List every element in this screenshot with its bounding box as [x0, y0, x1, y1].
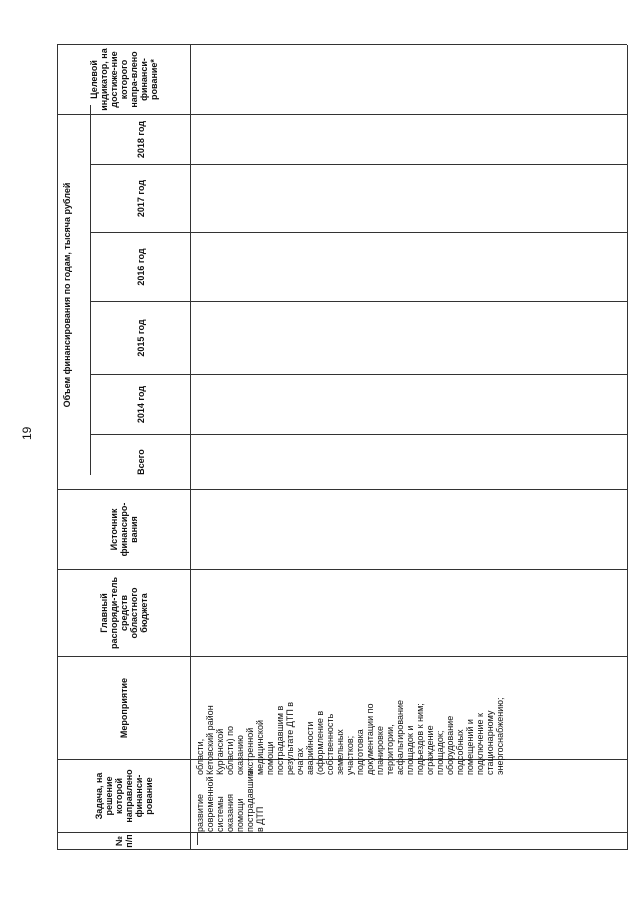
header-activity: Мероприятие	[119, 677, 129, 739]
table-border-bottom	[627, 45, 628, 850]
header-indicator: Целевой индикатор, на достиже-ние которого напра-влено финанси-рование*	[89, 48, 159, 111]
row-task: развитие современной системы оказания помощи пострадавшим в ДТП	[195, 770, 265, 832]
header-bottom-line	[190, 45, 191, 850]
header-funding-group: Объем финансирования по годам, тысяча рублей	[62, 182, 72, 408]
page-number: 19	[20, 426, 34, 440]
header-2018: 2018 год	[135, 120, 146, 159]
header-2017: 2017 год	[135, 179, 146, 218]
row-bottom-line	[197, 833, 198, 845]
header-num: № п/п	[114, 834, 134, 848]
header-manager: Главный распоряди-тель средств областного бюджета	[99, 577, 149, 649]
col-line	[57, 849, 627, 850]
header-source: Источник финансиро-вания	[109, 502, 139, 557]
header-total: Всего	[135, 449, 146, 475]
header-task: Задача, на решение которой направлено финанси-рование	[94, 769, 154, 823]
header-2014: 2014 год	[135, 385, 146, 424]
row-activity: области, Кетовский район Курганской области) по оказанию экстренной медицинской помощи пострадавшим в результате ДТП в очагах аварийности (оформление в собственность земельных участков; подготовка документации по планировке территории, асфальтирование площадок и подъездов к ним; ограждение площадок; оборудование подсобных помещений и подключение к стационарному энергоснабжению;	[195, 697, 505, 775]
header-2015: 2015 год	[135, 319, 146, 357]
header-2016: 2016 год	[135, 248, 146, 286]
